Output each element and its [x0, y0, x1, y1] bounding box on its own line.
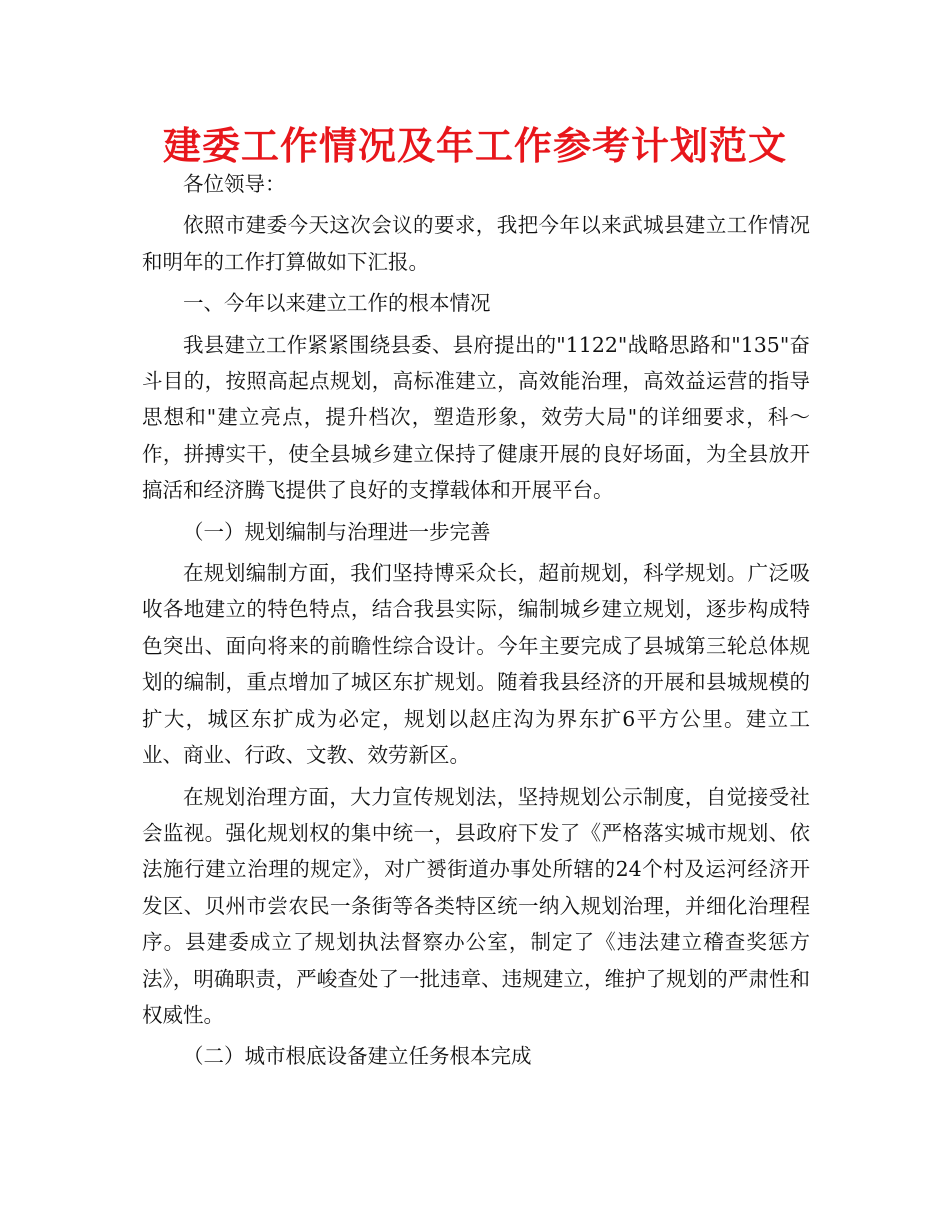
planning-management-paragraph: 在规划治理方面，大力宣传规划法，坚持规划公示制度，自觉接受社会监视。强化规划权的集中统一，县政府下发了《严格落实城市规划、依法施行建立治理的规定》，对广赟街道办事处所辖的24个村及运河经济开发区、贝州市尝农民一条街等各类特区统一纳入规划治理，并细化治理程序。县建委成立了规划执法督察办公室，制定了《违法建立稽查奖惩方法》，明确职责，严峻查处了一批违章、违规建立，维护了规划的严肃性和权威性。 — [142, 784, 810, 1027]
document-title: 建委工作情况及年工作参考计划范文 — [162, 124, 787, 168]
planning-compilation-paragraph: 在规划编制方面，我们坚持博采众长，超前规划，科学规划。广泛吸收各地建立的特色特点，结合我县实际，编制城乡建立规划，逐步构成特色突出、面向将来的前瞻性综合设计。今年主要完成了县城第三轮总体规划的编制，重点增加了城区东扩规划。随着我县经济的开展和县城规模的扩大，城区东扩成为必定，规划以赵庄沟为界东扩6平方公里。建立工业、商业、行政、文教、效劳新区。 — [142, 561, 810, 768]
subsection-heading-1: （一）规划编制与治理进一步完善 — [183, 519, 491, 544]
overview-paragraph: 我县建立工作紧紧围绕县委、县府提出的"1122"战略思路和"135"奋斗目的，按照高起点规划，高标准建立，高效能治理，高效益运营的指导思想和"建立亮点，提升档次，塑造形象，效劳大局"的详细要求，科～作，拼搏实干，使全县城乡建立保持了健康开展的良好场面，为全县放开搞活和经济腾飞提供了良好的支撑载体和开展平台。 — [142, 332, 810, 503]
section-heading-1: 一、今年以来建立工作的根本情况 — [183, 291, 491, 316]
document-body — [142, 166, 810, 1075]
subsection-heading-2: （二）城市根底设备建立任务根本完成 — [183, 1044, 532, 1069]
salutation: 各位领导： — [183, 172, 286, 196]
intro-paragraph: 依照市建委今天这次会议的要求，我把今年以来武城县建立工作情况和明年的工作打算做如下汇报。 — [142, 213, 810, 274]
